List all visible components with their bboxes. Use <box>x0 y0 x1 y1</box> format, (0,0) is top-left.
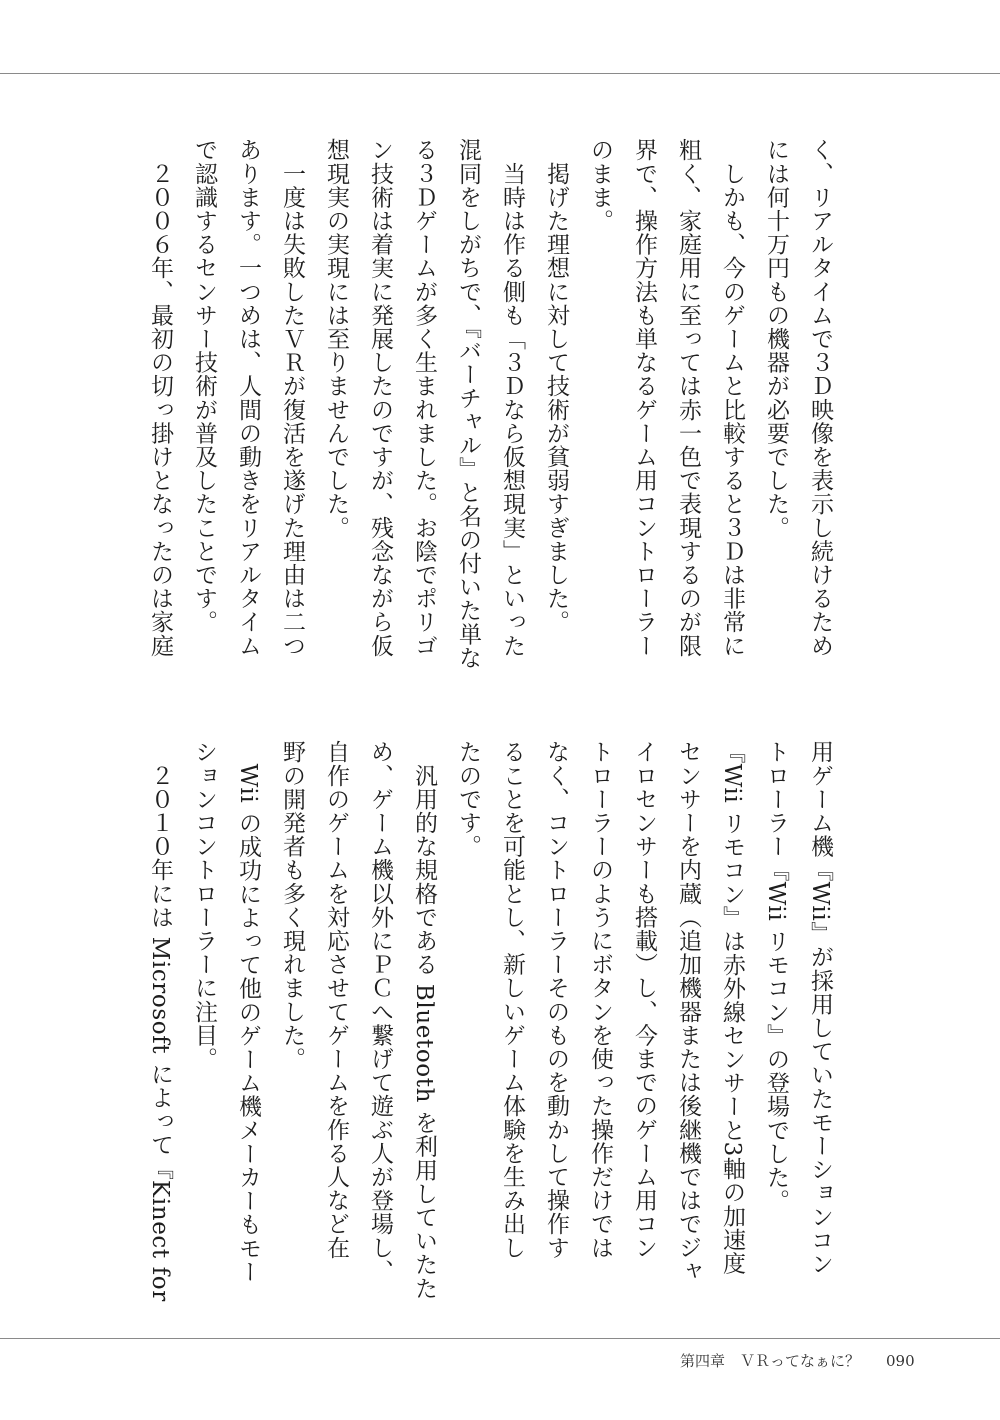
chapter-title: 第四章 ＶＲってなぁに？ <box>680 1352 861 1370</box>
text-column: ン技術は着実に発展したのですが、残念ながら仮 <box>367 138 393 658</box>
text-column: しかも、今のゲームと比較すると３Ｄは非常に <box>719 138 745 658</box>
text-column: 一度は失敗したＶＲが復活を遂げた理由は二つ <box>279 138 305 658</box>
text-column: 当時は作る側も「３Ｄなら仮想現実」といった <box>499 138 525 658</box>
header-rule <box>0 73 1000 74</box>
text-column: ションコントローラーに注目。 <box>191 740 217 1071</box>
text-column: イロセンサーも搭載）し、今までのゲーム用コン <box>631 740 657 1260</box>
text-column: で認識するセンサー技術が普及したことです。 <box>191 138 217 634</box>
text-column: トローラーのようにボタンを使った操作だけでは <box>587 740 613 1260</box>
page-footer <box>680 1350 915 1371</box>
text-column: Wii の成功によって他のゲーム機メーカーもモー <box>235 740 261 1284</box>
text-column: 用ゲーム機『Wii』が採用していたモーションコン <box>807 740 833 1276</box>
text-column: め、ゲーム機以外にＰＣへ繋げて遊ぶ人が登場し、 <box>367 740 393 1283</box>
text-column: なく、コントローラーそのものを動かして操作す <box>543 740 569 1260</box>
text-column: 汎用的な規格である Bluetooth を利用していたた <box>411 740 437 1300</box>
text-column: る３Ｄゲームが多く生まれました。お陰でポリゴ <box>411 138 437 658</box>
upper-text-block <box>138 138 842 678</box>
text-column: ることを可能とし、新しいゲーム体験を生み出し <box>499 740 525 1260</box>
footer-rule <box>0 1338 1000 1339</box>
text-column: 粗く、家庭用に至っては赤一色で表現するのが限 <box>675 138 701 658</box>
text-column: トローラー『Wii リモコン』の登場でした。 <box>763 740 789 1213</box>
text-column: 界で、操作方法も単なるゲーム用コントローラー <box>631 138 657 658</box>
text-column: く、リアルタイムで３Ｄ映像を表示し続けるため <box>807 138 833 658</box>
text-column: のまま。 <box>587 138 613 233</box>
page-number: 090 <box>886 1352 915 1370</box>
text-column: ２０１０年には Microsoft によって『Kinect for <box>147 740 173 1302</box>
text-column: には何十万円もの機器が必要でした。 <box>763 138 789 540</box>
text-column: 掲げた理想に対して技術が貧弱すぎました。 <box>543 138 569 634</box>
text-column: 想現実の実現には至りませんでした。 <box>323 138 349 540</box>
text-column: たのです。 <box>455 740 481 858</box>
text-column: 野の開発者も多く現れました。 <box>279 740 305 1071</box>
lower-text-block <box>138 740 842 1302</box>
text-column: ２００６年、最初の切っ掛けとなったのは家庭 <box>147 138 173 658</box>
text-column: 自作のゲームを対応させてゲームを作る人など在 <box>323 740 349 1260</box>
text-column: あります。一つめは、人間の動きをリアルタイム <box>235 138 261 658</box>
text-column: センサーを内蔵（追加機器または後継機ではでジャ <box>675 740 701 1283</box>
text-column: 『Wii リモコン』は赤外線センサーと3軸の加速度 <box>719 740 745 1275</box>
text-column: 混同をしがちで、『バーチャル』と名の付いた単な <box>455 138 481 670</box>
